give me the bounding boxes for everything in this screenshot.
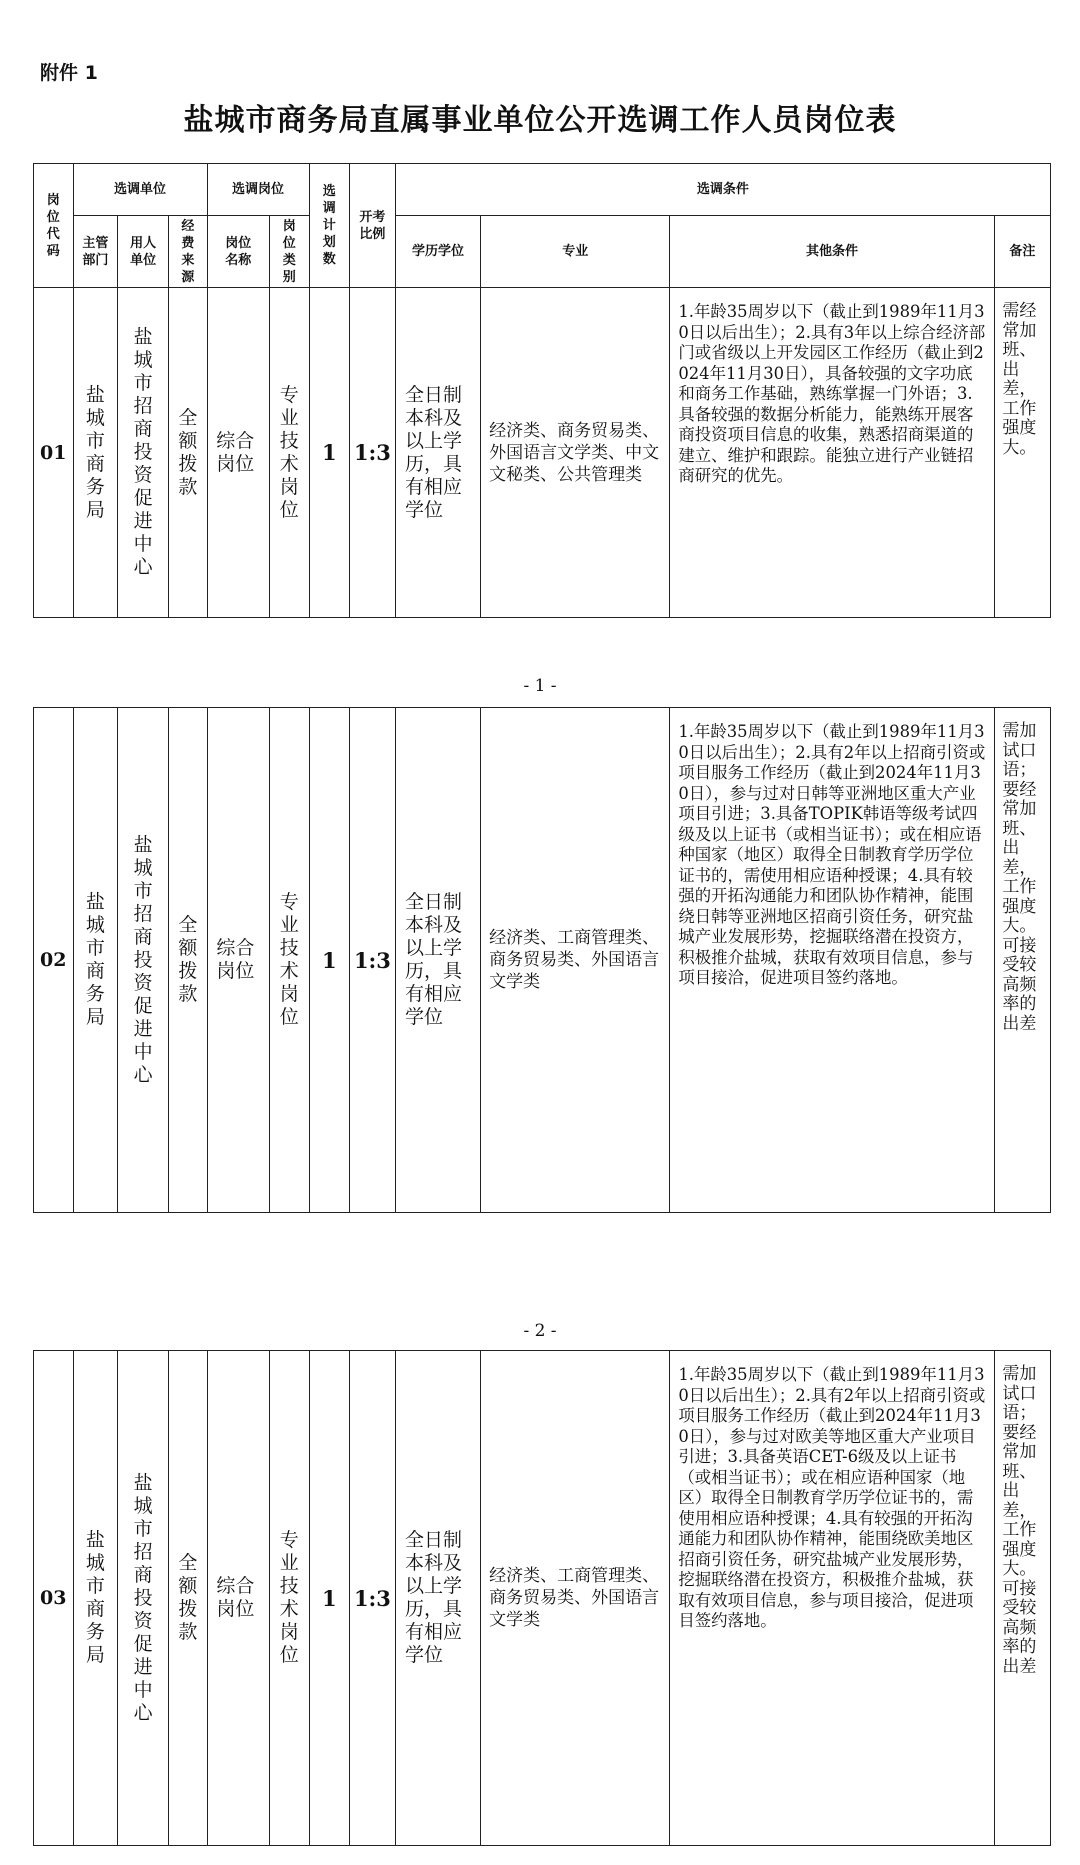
competent-dept: 盐城市商务局 xyxy=(73,708,118,1213)
plan-count: 1 xyxy=(309,1351,350,1846)
employer: 盐城市招商投资促进中心 xyxy=(118,288,169,618)
header-ratio: 开考比例 xyxy=(350,164,396,288)
major: 经济类、商务贸易类、外国语言文学类、中文文秘类、公共管理类 xyxy=(481,288,670,618)
header-competent-dept: 主管部门 xyxy=(73,216,118,288)
competent-dept: 盐城市商务局 xyxy=(73,288,118,618)
post-name: 综合岗位 xyxy=(207,288,269,618)
header-major: 专业 xyxy=(481,216,670,288)
post-table-page-1 xyxy=(33,163,1051,618)
post-table-page-2 xyxy=(33,707,1051,1213)
table-row xyxy=(34,1351,1051,1846)
remark: 需加试口语；要经常加班、出差，工作强度大。可接受较高频率的出差 xyxy=(994,708,1050,1213)
post-table-page-3 xyxy=(33,1350,1051,1846)
post-code: 02 xyxy=(34,708,74,1213)
major: 经济类、工商管理类、商务贸易类、外国语言文学类 xyxy=(481,708,670,1213)
major: 经济类、工商管理类、商务贸易类、外国语言文学类 xyxy=(481,1351,670,1846)
header-other: 其他条件 xyxy=(670,216,994,288)
employer: 盐城市招商投资促进中心 xyxy=(118,1351,169,1846)
post-code: 03 xyxy=(34,1351,74,1846)
table-row xyxy=(34,288,1051,618)
header-funding: 经费来源 xyxy=(169,216,207,288)
other-conditions: 1.年龄35周岁以下（截止到1989年11月30日以后出生）；2.具有3年以上综合经济部门或省级以上开发园区工作经历（截止到2024年11月30日），具备较强的文字功底和商务工作基础，熟练掌握一门外语；3.具备较强的数据分析能力，能熟练开展客商投资项目信息的收集，熟悉招商渠道的建立、维护和跟踪。能独立进行产业链招商研究的优先。 xyxy=(670,288,994,618)
post-name: 综合岗位 xyxy=(207,708,269,1213)
post-name: 综合岗位 xyxy=(207,1351,269,1846)
education: 全日制本科及以上学历，具有相应学位 xyxy=(395,708,480,1213)
exam-ratio: 1:3 xyxy=(350,1351,396,1846)
employer: 盐城市招商投资促进中心 xyxy=(118,708,169,1213)
education: 全日制本科及以上学历，具有相应学位 xyxy=(395,288,480,618)
attachment-label: 附件 1 xyxy=(40,62,98,84)
post-code: 01 xyxy=(34,288,74,618)
header-post-type: 岗位类别 xyxy=(270,216,310,288)
exam-ratio: 1:3 xyxy=(350,708,396,1213)
header-employer: 用人单位 xyxy=(118,216,169,288)
table-row xyxy=(34,708,1051,1213)
header-plan: 选调计划数 xyxy=(309,164,350,288)
other-conditions: 1.年龄35周岁以下（截止到1989年11月30日以后出生）；2.具有2年以上招商引资或项目服务工作经历（截止到2024年11月30日），参与过对日韩等亚洲地区重大产业项目引进；3.具备TOPIK韩语等级考试四级及以上证书（或相当证书）；或在相应语种国家（地区）取得全日制教育学历学位证书的，需使用相应语种授课；4.具有较强的开拓沟通能力和团队协作精神，能围绕日韩等亚洲地区招商引资任务，研究盐城产业发展形势，挖掘联络潜在投资方，积极推介盐城，获取有效项目信息，参与项目接洽，促进项目签约落地。 xyxy=(670,708,994,1213)
header-post-group: 选调岗位 xyxy=(207,164,309,216)
post-type: 专业技术岗位 xyxy=(270,708,310,1213)
plan-count: 1 xyxy=(309,708,350,1213)
header-post-name: 岗位名称 xyxy=(207,216,269,288)
header-unit-group: 选调单位 xyxy=(73,164,207,216)
funding: 全额拨款 xyxy=(169,708,207,1213)
header-education: 学历学位 xyxy=(395,216,480,288)
page-number: - 2 - xyxy=(523,1321,557,1341)
post-type: 专业技术岗位 xyxy=(270,1351,310,1846)
page-number: - 1 - xyxy=(523,676,557,696)
header-post-code: 岗位代码 xyxy=(34,164,74,288)
education: 全日制本科及以上学历，具有相应学位 xyxy=(395,1351,480,1846)
document-title: 盐城市商务局直属事业单位公开选调工作人员岗位表 xyxy=(183,103,897,138)
plan-count: 1 xyxy=(309,288,350,618)
exam-ratio: 1:3 xyxy=(350,288,396,618)
remark: 需经常加班、出差，工作强度大。 xyxy=(994,288,1050,618)
funding: 全额拨款 xyxy=(169,288,207,618)
header-conditions-group: 选调条件 xyxy=(395,164,1050,216)
header-remark: 备注 xyxy=(994,216,1050,288)
other-conditions: 1.年龄35周岁以下（截止到1989年11月30日以后出生）；2.具有2年以上招商引资或项目服务工作经历（截止到2024年11月30日），参与过对欧美等地区重大产业项目引进；3.具备英语CET-6级及以上证书（或相当证书）；或在相应语种国家（地区）取得全日制教育学历学位证书的，需使用相应语种授课；4.具有较强的开拓沟通能力和团队协作精神，能围绕欧美地区招商引资任务，研究盐城产业发展形势，挖掘联络潜在投资方，积极推介盐城，获取有效项目信息，参与项目接洽，促进项目签约落地。 xyxy=(670,1351,994,1846)
competent-dept: 盐城市商务局 xyxy=(73,1351,118,1846)
post-type: 专业技术岗位 xyxy=(270,288,310,618)
funding: 全额拨款 xyxy=(169,1351,207,1846)
remark: 需加试口语；要经常加班、出差，工作强度大。可接受较高频率的出差 xyxy=(994,1351,1050,1846)
